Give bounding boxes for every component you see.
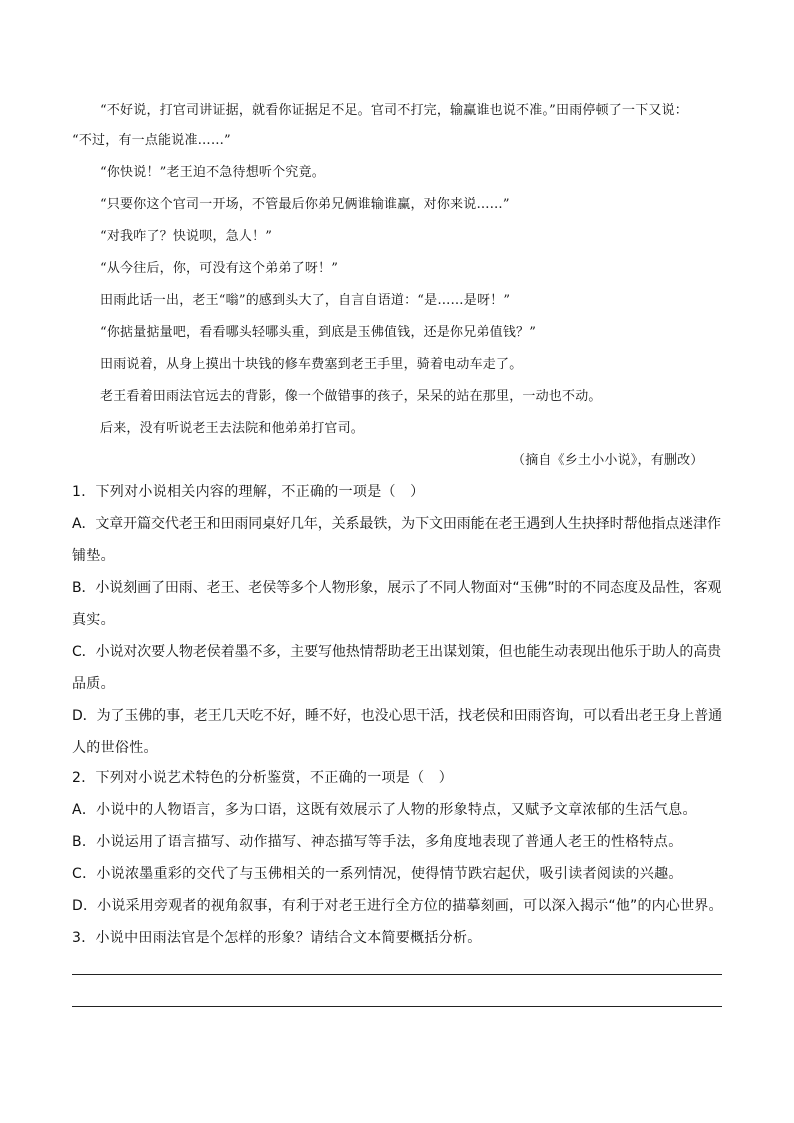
option-a: A．文章开篇交代老王和田雨同桌好几年，关系最铁，为下文田雨能在老王遇到人生抉择时帮他指点迷津作 bbox=[72, 516, 721, 532]
story-line: “只要你这个官司一开场，不管最后你弟兄俩谁输谁赢，对你来说……” bbox=[100, 197, 510, 212]
option-b: B．小说刻画了田雨、老王、老侯等多个人物形象，展示了不同人物面对“玉佛”时的不同态度及品性，客观 bbox=[72, 580, 722, 596]
story-line: 老王看着田雨法官远去的背影，像一个做错事的孩子，呆呆的站在那里，一动也不动。 bbox=[100, 389, 602, 404]
story-line: “你快说！”老王迫不急待想听个究竟。 bbox=[100, 165, 325, 180]
story-line: 田雨此话一出，老王“嗡”的感到头大了，自言自语道：“是……是呀！” bbox=[100, 293, 511, 308]
story-line: 田雨说着，从身上摸出十块钱的修车费塞到老王手里，骑着电动车走了。 bbox=[100, 357, 523, 372]
option-a-continued: 铺垫。 bbox=[72, 548, 115, 564]
question-stem: 3．小说中田雨法官是个怎样的形象？请结合文本简要概括分析。 bbox=[72, 930, 482, 946]
option-b: B．小说运用了语言描写、动作描写、神态描写等手法，多角度地表现了普通人老王的性格特点。 bbox=[72, 834, 683, 850]
option-d-continued: 人的世俗性。 bbox=[72, 740, 158, 756]
story-line: “对我咋了？快说呗，急人！” bbox=[100, 229, 273, 244]
story-line: “从今往后，你，可没有这个弟弟了呀！” bbox=[100, 261, 339, 276]
story-line: “不过，有一点能说准……” bbox=[72, 133, 231, 148]
story-line: 后来，没有听说老王去法院和他弟弟打官司。 bbox=[100, 421, 365, 436]
option-a: A．小说中的人物语言，多为口语，这既有效展示了人物的形象特点，又赋予文章浓郁的生活气息。 bbox=[72, 802, 697, 818]
question-stem: 2．下列对小说艺术特色的分析鉴赏，不正确的一项是（ ） bbox=[72, 770, 454, 786]
option-c: C．小说浓墨重彩的交代了与玉佛相关的一系列情况，使得情节跌宕起伏，吸引读者阅读的兴趣。 bbox=[72, 866, 683, 882]
question-stem: 1．下列对小说相关内容的理解，不正确的一项是（ ） bbox=[72, 484, 425, 500]
source-citation: （摘自《乡土小小说》，有删改） bbox=[512, 453, 704, 468]
option-c: C．小说对次要人物老侯着墨不多，主要写他热情帮助老王出谋划策，但也能生动表现出他乐于助人的高贵 bbox=[72, 644, 722, 660]
story-line: “不好说，打官司讲证据，就看你证据足不足。官司不打完，输赢谁也说不准。”田雨停顿了一下又说： bbox=[100, 103, 688, 118]
option-c-continued: 品质。 bbox=[72, 676, 115, 692]
story-line: “你掂量掂量吧，看看哪头轻哪头重，到底是玉佛值钱，还是你兄弟值钱？” bbox=[100, 325, 537, 340]
answer-line[interactable] bbox=[72, 974, 722, 975]
option-b-continued: 真实。 bbox=[72, 612, 115, 628]
answer-line[interactable] bbox=[72, 1006, 722, 1007]
option-d: D．为了玉佛的事，老王几天吃不好，睡不好，也没心思干活，找老侯和田雨咨询，可以看出老王身上普通 bbox=[72, 708, 723, 724]
option-d: D．小说采用旁观者的视角叙事，有利于对老王进行全方位的描摹刻画，可以深入揭示“他”的内心世界。 bbox=[72, 898, 723, 914]
